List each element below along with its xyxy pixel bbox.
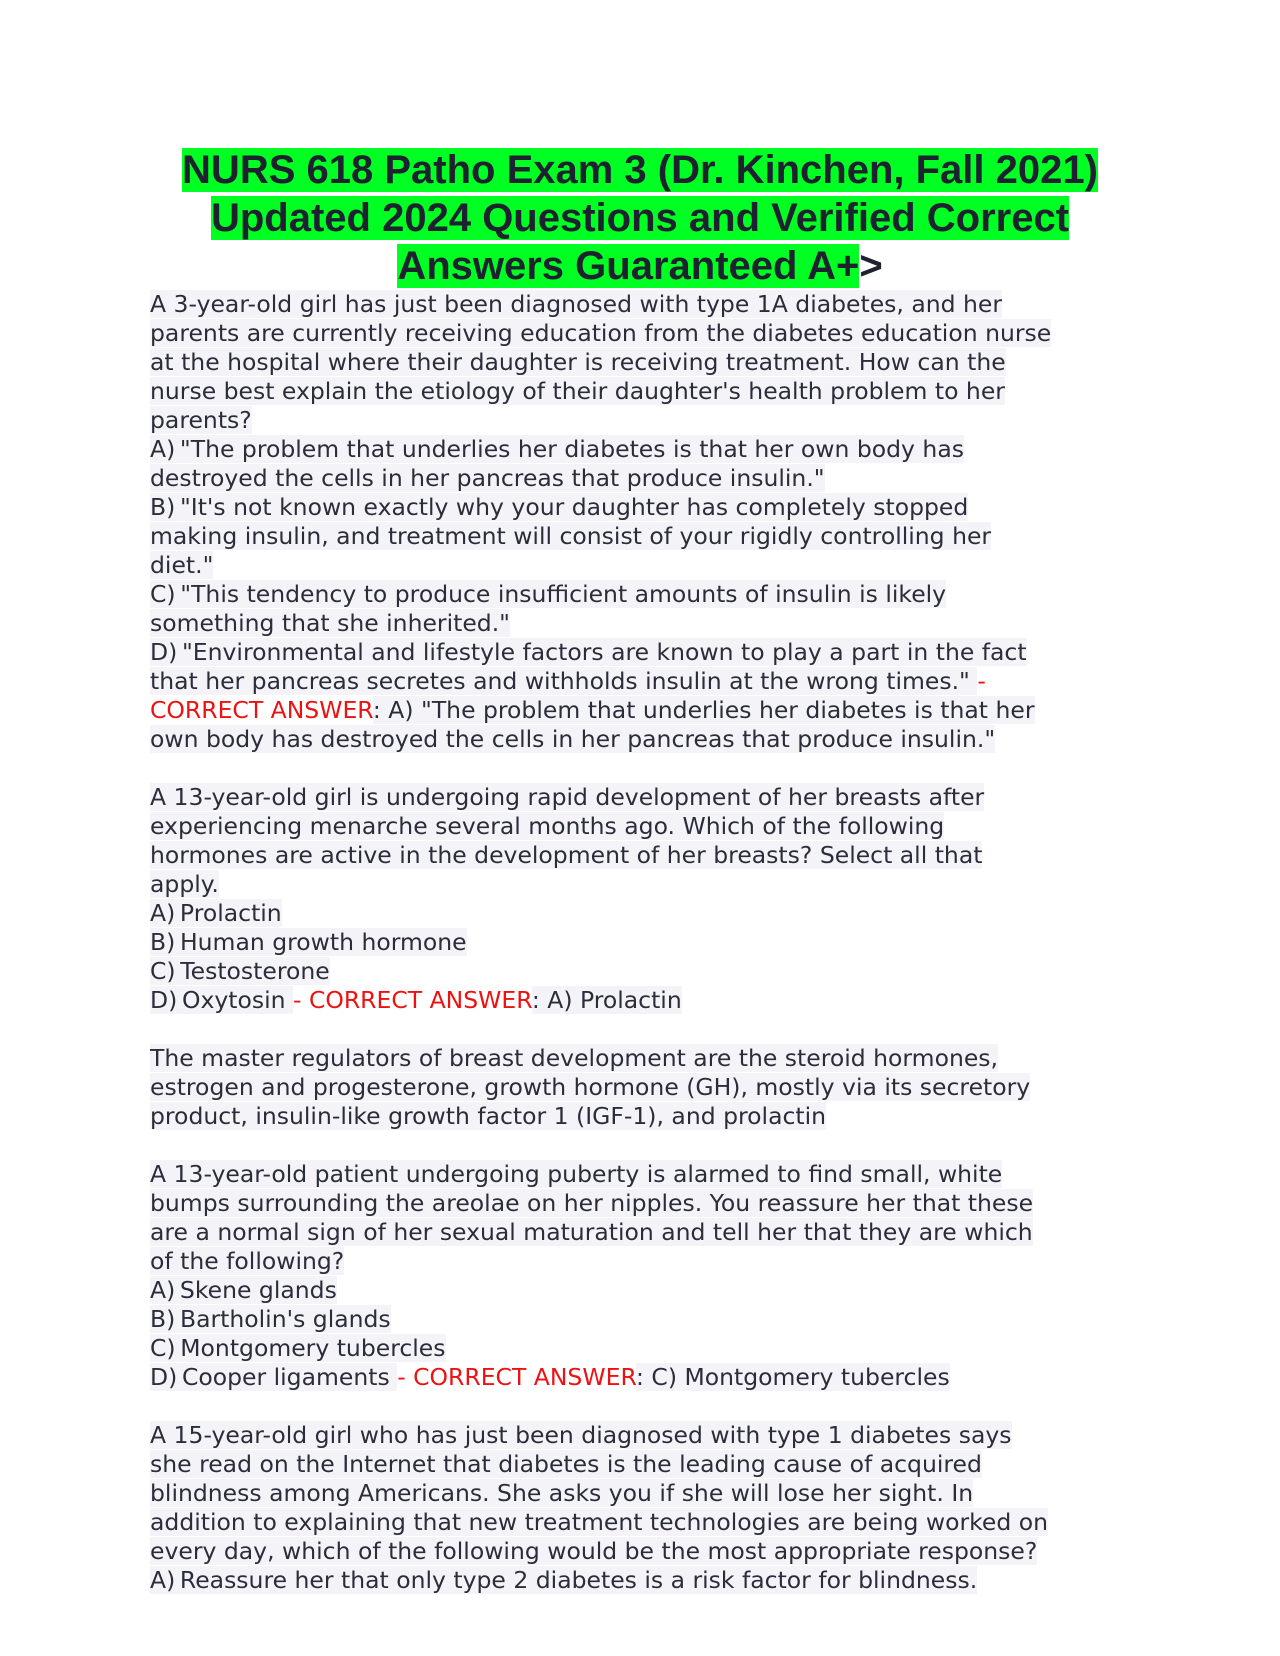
- answer-option: B) Human growth hormone: [150, 928, 467, 956]
- answer-option: B) "It's not known exactly why your daughter has completely stopped: [150, 493, 969, 521]
- question-stem-line: parents?: [150, 406, 252, 434]
- correct-answer-label: - CORRECT ANSWER: [397, 1363, 637, 1391]
- question-stem-line: A 15-year-old girl who has just been diagnosed with type 1 diabetes says: [150, 1421, 1012, 1449]
- correct-answer-text: : C) Montgomery tubercles: [636, 1363, 950, 1391]
- document-page: [150, 146, 1130, 1595]
- explanation: [150, 1044, 1130, 1131]
- question-stem-line: apply.: [150, 870, 219, 898]
- correct-answer-text: : A) "The problem that underlies her diabetes is that her: [372, 696, 1035, 724]
- question-2: [150, 783, 1130, 1015]
- question-stem-line: bumps surrounding the areolae on her nipples. You reassure her that these: [150, 1189, 1034, 1217]
- answer-option: something that she inherited.": [150, 609, 510, 637]
- answer-option: C) Testosterone: [150, 957, 330, 985]
- answer-option: C) Montgomery tubercles: [150, 1334, 446, 1362]
- correct-answer-label: CORRECT ANSWER: [150, 696, 373, 724]
- question-1: [150, 290, 1130, 754]
- answer-option: D) "Environmental and lifestyle factors are known to play a part in the fact: [150, 638, 1027, 666]
- answer-option: A) "The problem that underlies her diabetes is that her own body has: [150, 435, 964, 463]
- answer-option: A) Prolactin: [150, 899, 282, 927]
- answer-option: destroyed the cells in her pancreas that produce insulin.": [150, 464, 825, 492]
- correct-answer-text: : A) Prolactin: [531, 986, 682, 1014]
- question-3: [150, 1160, 1130, 1392]
- answer-option: D) Oxytosin - CORRECT ANSWER: A) Prolactin: [150, 986, 682, 1014]
- answer-option: C) "This tendency to produce insufficient amounts of insulin is likely: [150, 580, 947, 608]
- correct-answer-line: own body has destroyed the cells in her pancreas that produce insulin.": [150, 725, 996, 753]
- title-suffix: >: [859, 244, 883, 288]
- answer-option: making insulin, and treatment will consist of your rigidly controlling her: [150, 522, 992, 550]
- answer-option: D) Cooper ligaments - CORRECT ANSWER: C) Montgomery tubercles: [150, 1363, 950, 1391]
- explanation-line: The master regulators of breast development are the steroid hormones,: [150, 1044, 999, 1072]
- answer-option: that her pancreas secretes and withholds insulin at the wrong times." -: [150, 667, 986, 695]
- question-stem-line: A 3-year-old girl has just been diagnosed with type 1A diabetes, and her: [150, 290, 1003, 318]
- correct-answer-label: - CORRECT ANSWER: [293, 986, 532, 1014]
- question-stem-line: are a normal sign of her sexual maturation and tell her that they are which: [150, 1218, 1033, 1246]
- question-stem-line: experiencing menarche several months ago. Which of the following: [150, 812, 945, 840]
- answer-option: B) Bartholin's glands: [150, 1305, 391, 1333]
- answer-option: diet.": [150, 551, 214, 579]
- explanation-line: estrogen and progesterone, growth hormone (GH), mostly via its secretory: [150, 1073, 1031, 1101]
- spacer: [150, 1015, 1130, 1044]
- document-body: [150, 290, 1130, 1595]
- spacer: [150, 1131, 1130, 1160]
- question-stem-line: nurse best explain the etiology of their daughter's health problem to her: [150, 377, 1005, 405]
- question-stem-line: she read on the Internet that diabetes is the leading cause of acquired: [150, 1450, 982, 1478]
- title-line-1: NURS 618 Patho Exam 3 (Dr. Kinchen, Fall 2021): [182, 148, 1098, 192]
- question-stem-line: A 13-year-old girl is undergoing rapid development of her breasts after: [150, 783, 985, 811]
- question-stem-line: hormones are active in the development of her breasts? Select all that: [150, 841, 983, 869]
- title-line-2: Updated 2024 Questions and Verified Correct: [210, 196, 1070, 240]
- document-title: [150, 146, 1130, 290]
- question-stem-line: every day, which of the following would be the most appropriate response?: [150, 1537, 1038, 1565]
- question-stem-line: addition to explaining that new treatment technologies are being worked on: [150, 1508, 1049, 1536]
- correct-answer-dash: -: [977, 667, 986, 695]
- explanation-line: product, insulin-like growth factor 1 (IGF-1), and prolactin: [150, 1102, 827, 1130]
- spacer: [150, 754, 1130, 783]
- spacer: [150, 1392, 1130, 1421]
- answer-option: A) Reassure her that only type 2 diabetes is a risk factor for blindness.: [150, 1566, 978, 1594]
- title-line-3: Answers Guaranteed A+: [397, 244, 860, 288]
- question-stem-line: at the hospital where their daughter is receiving treatment. How can the: [150, 348, 1006, 376]
- question-stem-line: blindness among Americans. She asks you if she will lose her sight. In: [150, 1479, 974, 1507]
- question-stem-line: parents are currently receiving education from the diabetes education nurse: [150, 319, 1052, 347]
- question-stem-line: A 13-year-old patient undergoing puberty is alarmed to find small, white: [150, 1160, 1003, 1188]
- answer-option: A) Skene glands: [150, 1276, 337, 1304]
- question-4: [150, 1421, 1130, 1595]
- correct-answer-line: [150, 696, 1130, 725]
- question-stem-line: of the following?: [150, 1247, 345, 1275]
